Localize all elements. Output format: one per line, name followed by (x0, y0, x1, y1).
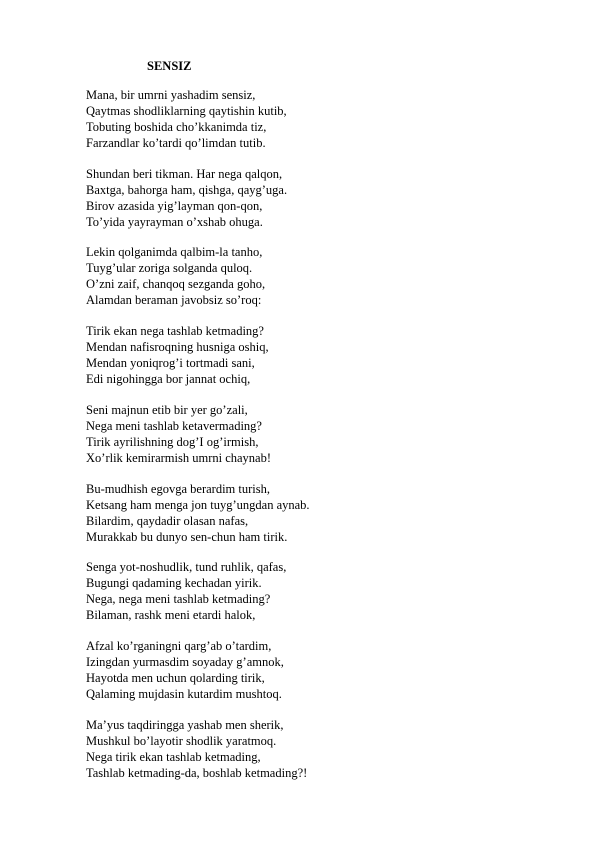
stanza (86, 166, 566, 230)
poem-line: Xo’rlik kemirarmish umrni chaynab! (86, 451, 272, 465)
poem-line: Shundan beri tikman. Har nega qalqon, (86, 167, 283, 181)
stanza (86, 244, 566, 308)
poem-line: Bilaman, rashk meni etardi halok, (86, 608, 256, 622)
poem-line: Mana, bir umrni yashadim sensiz, (86, 88, 256, 102)
poem-line: Mendan yoniqrog’i tortmadi sani, (86, 356, 255, 370)
poem-line: Mushkul bo’layotir shodlik yaratmoq. (86, 734, 277, 748)
poem-line: Lekin qolganimda qalbim-la tanho, (86, 245, 263, 259)
poem-line: Seni majnun etib bir yer go’zali, (86, 403, 248, 417)
poem-line: Baxtga, bahorga ham, qishga, qayg’uga. (86, 183, 288, 197)
poem-line: Alamdan beraman javobsiz so’roq: (86, 293, 262, 307)
stanza (86, 402, 566, 466)
poem-line: Tirik ekan nega tashlab ketmading? (86, 324, 264, 338)
poem-line: Hayotda men uchun qolarding tirik, (86, 671, 265, 685)
poem-line: Izingdan yurmasdim soyaday g’amnok, (86, 655, 284, 669)
stanza (86, 717, 566, 781)
poem-line: Edi nigohingga bor jannat ochiq, (86, 372, 251, 386)
poem-line: Murakkab bu dunyo sen-chun ham tirik. (86, 530, 288, 544)
stanza (86, 559, 566, 623)
poem-line: Qaytmas shodliklarning qaytishin kutib, (86, 104, 287, 118)
poem-line: Tuyg’ular zoriga solganda quloq. (86, 261, 253, 275)
poem-line: Birov azasida yig’layman qon-qon, (86, 199, 263, 213)
stanza (86, 481, 566, 545)
poem-line: Senga yot-noshudlik, tund ruhlik, qafas, (86, 560, 287, 574)
poem-line: Tashlab ketmading-da, boshlab ketmading?! (86, 766, 308, 780)
stanza (86, 638, 566, 702)
poem-line: Ketsang ham menga jon tuyg’ungdan aynab. (86, 498, 310, 512)
poem-line: O’zni zaif, chanqoq sezganda goho, (86, 277, 266, 291)
poem-title: SENSIZ (147, 59, 192, 73)
poem-line: Bilardim, qaydadir olasan nafas, (86, 514, 249, 528)
poem-line: Ma’yus taqdiringga yashab men sherik, (86, 718, 284, 732)
poem-line: Tirik ayrilishning dog’I og’irmish, (86, 435, 259, 449)
poem-line: Mendan nafisroqning husniga oshiq, (86, 340, 269, 354)
poem-line: To’yida yayrayman o’xshab ohuga. (86, 215, 263, 229)
poem-line: Afzal ko’rganingni qarg’ab o’tardim, (86, 639, 272, 653)
poem-line: Nega meni tashlab ketavermading? (86, 419, 262, 433)
poem-line: Bugungi qadaming kechadan yirik. (86, 576, 262, 590)
stanza (86, 323, 566, 387)
poem-line: Nega tirik ekan tashlab ketmading, (86, 750, 261, 764)
poem-line: Farzandlar ko’tardi qo’limdan tutib. (86, 136, 266, 150)
poem-line: Qalaming mujdasin kutardim mushtoq. (86, 687, 282, 701)
poem-line: Tobuting boshida cho’kkanimda tiz, (86, 120, 267, 134)
stanza (86, 87, 566, 151)
poem-line: Bu-mudhish egovga berardim turish, (86, 482, 270, 496)
poem-line: Nega, nega meni tashlab ketmading? (86, 592, 271, 606)
